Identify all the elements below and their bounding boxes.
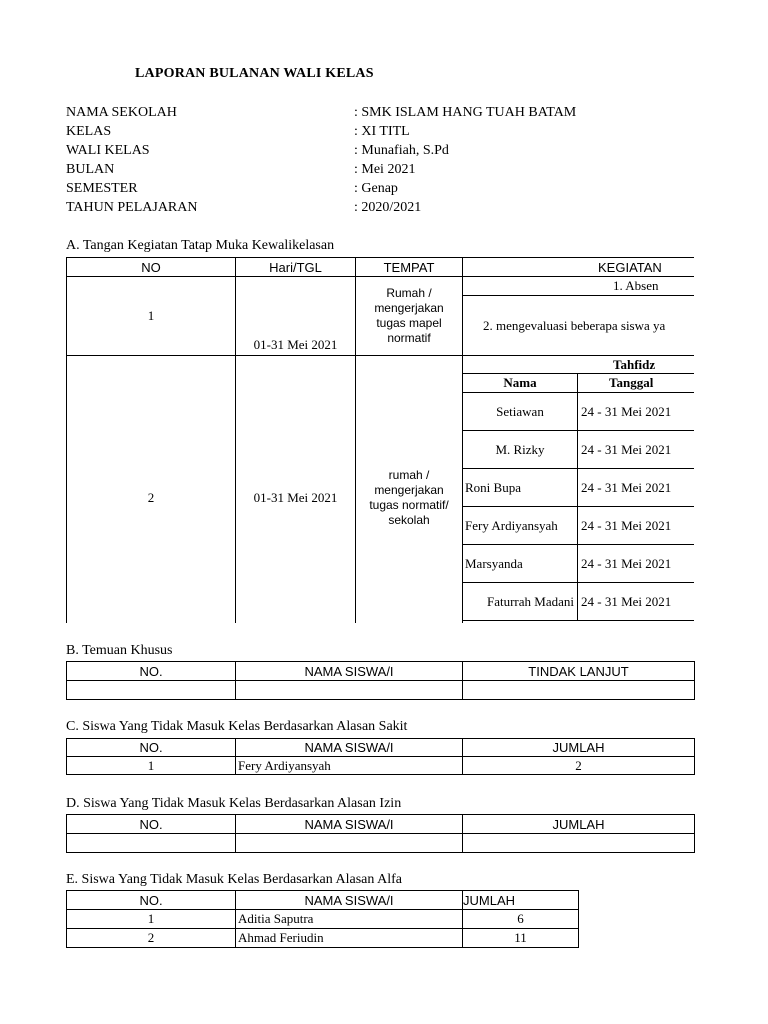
student-name: M. Rizky	[463, 431, 578, 469]
activity-item-evaluate: 2. mengevaluasi beberapa siswa ya	[463, 296, 695, 356]
report-title: LAPORAN BULANAN WALI KELAS	[135, 66, 374, 81]
col-header-no: NO.	[67, 739, 236, 757]
col-header-total: JUMLAH	[463, 739, 695, 757]
info-row-school	[66, 103, 576, 122]
info-value: : Genap	[354, 181, 398, 196]
student-date: 24 - 31 Mei 2021	[578, 583, 695, 621]
table-row	[67, 681, 695, 700]
table-row	[67, 834, 695, 853]
info-row-year	[66, 198, 576, 217]
row-number: 1	[67, 757, 236, 775]
student-date: 24 - 31 Mei 2021	[578, 469, 695, 507]
absence-count: 6	[463, 910, 579, 929]
table-header-row	[67, 258, 695, 277]
activity-table	[66, 257, 694, 623]
col-header-activity: KEGIATAN	[463, 258, 695, 277]
col-header-no: NO.	[67, 815, 236, 834]
table-row	[67, 929, 579, 948]
absence-count: 2	[463, 757, 695, 775]
subheader-date: Tanggal	[578, 374, 695, 393]
empty-cell	[463, 681, 695, 700]
col-header-name: NAMA SISWA/I	[236, 891, 463, 910]
section-b-title: B. Temuan Khusus	[66, 643, 173, 658]
student-name: Aditia Saputra	[236, 910, 463, 929]
empty-cell	[67, 834, 236, 853]
student-name: Ahmad Feriudin	[236, 929, 463, 948]
row-day: 01-31 Mei 2021	[236, 277, 356, 356]
sick-absence-table	[66, 738, 695, 775]
info-label: TAHUN PELAJARAN	[66, 200, 198, 215]
col-header-place: TEMPAT	[356, 258, 463, 277]
col-header-no: NO	[67, 258, 236, 277]
student-name: Setiawan	[463, 393, 578, 431]
col-header-no: NO.	[67, 891, 236, 910]
col-header-name: NAMA SISWA/I	[236, 662, 463, 681]
findings-table	[66, 661, 695, 700]
alfa-absence-table	[66, 890, 579, 948]
col-header-name: NAMA SISWA/I	[236, 815, 463, 834]
student-name: Marsyanda	[463, 545, 578, 583]
subheader-name: Nama	[463, 374, 578, 393]
table-header-row	[67, 739, 695, 757]
col-header-name: NAMA SISWA/I	[236, 739, 463, 757]
student-name: Faturrah Madani	[463, 583, 578, 621]
info-value: : 2020/2021	[354, 200, 422, 215]
empty-cell	[463, 621, 695, 624]
student-date: 24 - 31 Mei 2021	[578, 393, 695, 431]
table-row	[67, 910, 579, 929]
row-number: 1	[67, 910, 236, 929]
info-row-class	[66, 122, 576, 141]
table-header-row	[67, 815, 695, 834]
info-row-month	[66, 160, 576, 179]
row-place: rumah / mengerjakan tugas normatif/ sekolah	[356, 356, 463, 624]
activity-item-absen: 1. Absen	[463, 277, 695, 296]
activity-table-wrap	[66, 257, 694, 623]
info-value: : Mei 2021	[354, 162, 416, 177]
empty-cell	[463, 834, 695, 853]
col-header-total: JUMLAH	[463, 891, 579, 910]
student-name: Fery Ardiyansyah	[463, 507, 578, 545]
info-label: SEMESTER	[66, 181, 138, 196]
row-number: 2	[67, 356, 236, 624]
student-date: 24 - 31 Mei 2021	[578, 507, 695, 545]
info-label: NAMA SEKOLAH	[66, 105, 177, 120]
row-day: 01-31 Mei 2021	[236, 356, 356, 624]
info-value: : Munafiah, S.Pd	[354, 143, 449, 158]
info-row-semester	[66, 179, 576, 198]
info-label: KELAS	[66, 124, 112, 139]
info-value: : SMK ISLAM HANG TUAH BATAM	[354, 105, 577, 120]
section-d-title: D. Siswa Yang Tidak Masuk Kelas Berdasarkan Alasan Izin	[66, 796, 402, 811]
student-name: Fery Ardiyansyah	[236, 757, 463, 775]
col-header-total: JUMLAH	[463, 815, 695, 834]
row-number: 1	[67, 277, 236, 356]
table-header-row	[67, 891, 579, 910]
col-header-day: Hari/TGL	[236, 258, 356, 277]
table-row	[67, 757, 695, 775]
empty-cell	[236, 834, 463, 853]
row-place: Rumah / mengerjakan tugas mapel normatif	[356, 277, 463, 356]
info-label: BULAN	[66, 162, 115, 177]
info-value: : XI TITL	[354, 124, 410, 139]
section-e-title: E. Siswa Yang Tidak Masuk Kelas Berdasarkan Alasan Alfa	[66, 872, 402, 887]
col-header-followup: TINDAK LANJUT	[463, 662, 695, 681]
table-row	[67, 277, 695, 296]
student-date: 24 - 31 Mei 2021	[578, 431, 695, 469]
permission-absence-table	[66, 814, 695, 853]
school-info	[66, 103, 576, 217]
col-header-no: NO.	[67, 662, 236, 681]
row-number: 2	[67, 929, 236, 948]
table-row	[67, 356, 695, 374]
info-label: WALI KELAS	[66, 143, 150, 158]
tahfidz-heading: Tahfidz	[463, 356, 695, 374]
student-name: Roni Bupa	[463, 469, 578, 507]
student-date: 24 - 31 Mei 2021	[578, 545, 695, 583]
absence-count: 11	[463, 929, 579, 948]
section-c-title: C. Siswa Yang Tidak Masuk Kelas Berdasarkan Alasan Sakit	[66, 719, 408, 734]
info-row-homeroom	[66, 141, 576, 160]
empty-cell	[236, 681, 463, 700]
empty-cell	[67, 681, 236, 700]
section-a-title: A. Tangan Kegiatan Tatap Muka Kewalikelasan	[66, 238, 335, 253]
table-header-row	[67, 662, 695, 681]
